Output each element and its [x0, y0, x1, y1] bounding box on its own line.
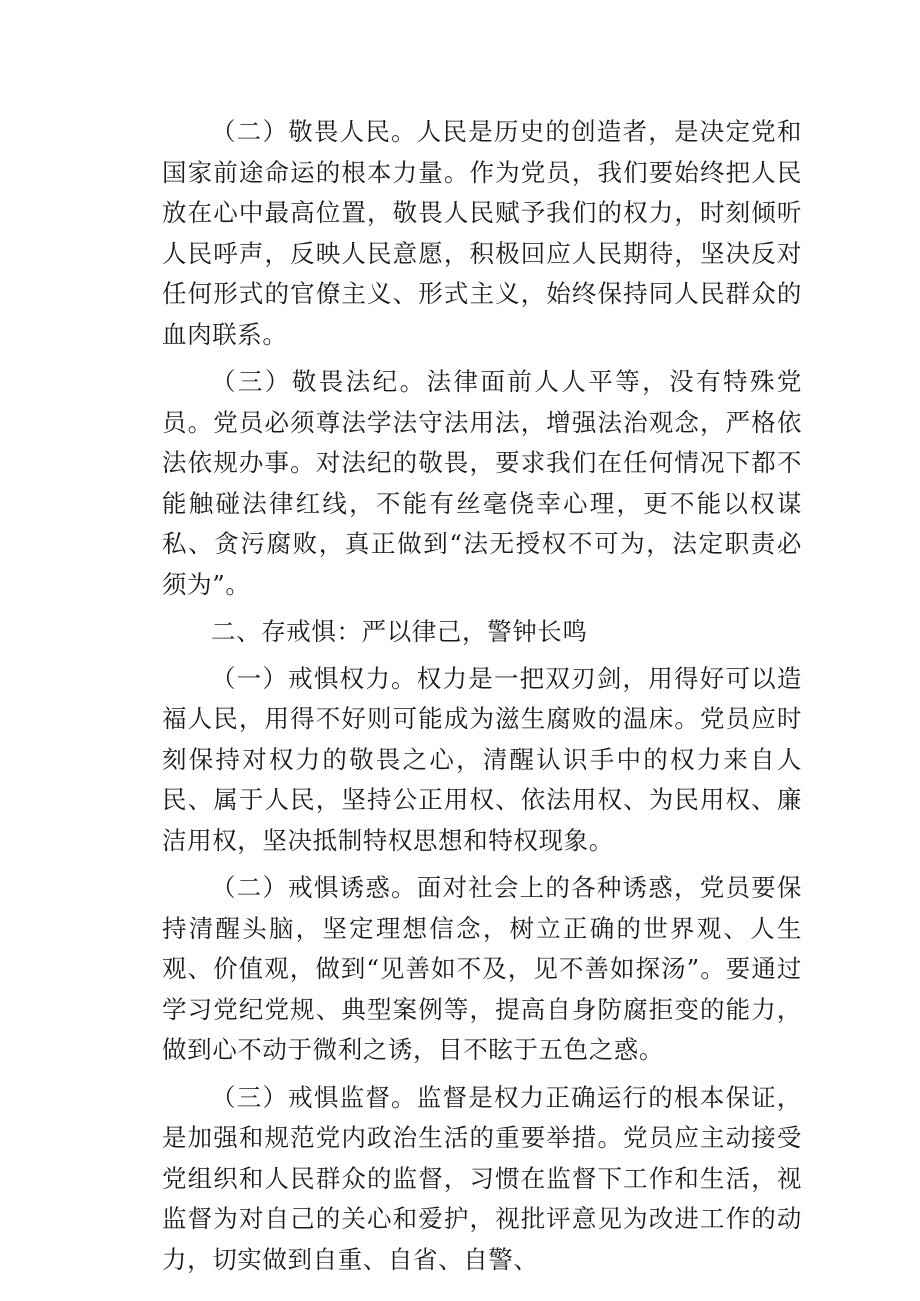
document-body: [162, 112, 802, 1287]
section-heading-caution: 二、存戒惧：严以律己，警钟长鸣: [211, 617, 588, 646]
paragraph-caution-supervision: （三）戒惧监督。监督是权力正确运行的根本保证，是加强和规范党内政治生活的重要举措。党员应主动接受党组织和人民群众的监督，习惯在监督下工作和生活，视监督为对自己的关心和爱护，视批评意见为改进工作的动力，切实做到自重、自省、自警、: [162, 1082, 802, 1274]
paragraph-caution-power: （一）戒惧权力。权力是一把双刃剑，用得好可以造福人民，用得不好则可能成为滋生腐败的温床。党员应时刻保持对权力的敬畏之心，清醒认识手中的权力来自人民、属于人民，坚持公正用权、依法用权、为民用权、廉洁用权，坚决抵制特权思想和特权现象。: [162, 663, 802, 855]
paragraph-respect-law: （三）敬畏法纪。法律面前人人平等，没有特殊党员。党员必须尊法学法守法用法，增强法治观念，严格依法依规办事。对法纪的敬畏，要求我们在任何情况下都不能触碰法律红线，不能有丝毫侥幸心理，更不能以权谋私、贪污腐败，真正做到“法无授权不可为，法定职责必须为”。: [162, 367, 802, 599]
paragraph-respect-people: （二）敬畏人民。人民是历史的创造者，是决定党和国家前途命运的根本力量。作为党员，我们要始终把人民放在心中最高位置，敬畏人民赋予我们的权力，时刻倾听人民呼声，反映人民意愿，积极回应人民期待，坚决反对任何形式的官僚主义、形式主义，始终保持同人民群众的血肉联系。: [162, 117, 802, 349]
paragraph-caution-temptation: （二）戒惧诱惑。面对社会上的各种诱惑，党员要保持清醒头脑，坚定理想信念，树立正确的世界观、人生观、价值观，做到“见善如不及，见不善如探汤”。要通过学习党纪党规、典型案例等，提高自身防腐拒变的能力，做到心不动于微利之诱，目不眩于五色之惑。: [162, 873, 802, 1064]
